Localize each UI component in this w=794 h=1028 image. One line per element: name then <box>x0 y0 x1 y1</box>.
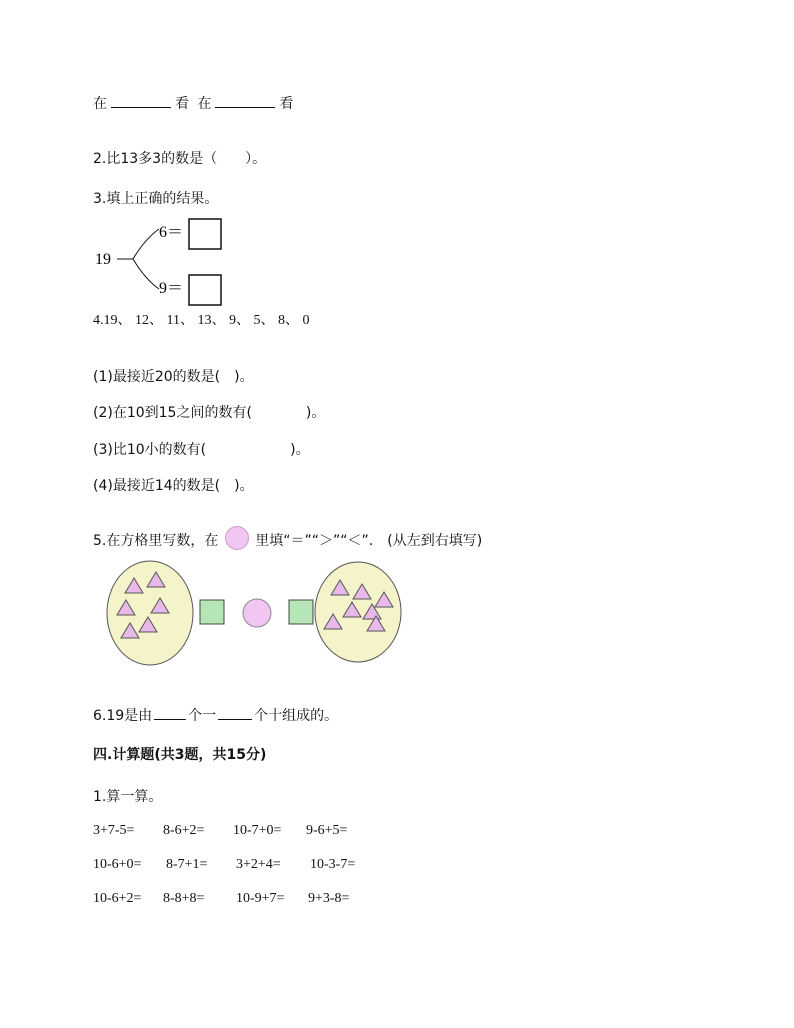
diagram-top-label: 6＝ <box>159 224 184 241</box>
question-4-numbers: 4.19、 12、 11、 13、 9、 5、 8、 0 <box>93 313 310 328</box>
calc-item: 10-9+7= <box>236 891 285 906</box>
question-4-sub-1: (1)最接近20的数是( )。 <box>93 369 254 385</box>
question-6: 6.19是由 个一 个十组成的。 <box>93 708 339 724</box>
diagram-bottom-label: 9＝ <box>159 280 184 297</box>
zai-2: 在 <box>197 96 212 112</box>
blank-2[interactable] <box>215 95 275 108</box>
calc-item: 8-7+1= <box>166 857 208 872</box>
kan-1: 看 <box>175 96 189 112</box>
look-line <box>93 95 293 111</box>
section-4-heading: 四.计算题(共3题，共15分) <box>93 747 267 763</box>
upper-branch <box>133 229 159 259</box>
decomposition-diagram <box>93 217 233 307</box>
question-5-text: 5.在方格里写数，在 里填“＝”“＞”“＜”. (从左到右填写) <box>93 526 482 550</box>
tens-blank[interactable] <box>218 707 252 720</box>
calc-title: 1.算一算。 <box>93 789 163 805</box>
calc-item: 10-3-7= <box>310 857 356 872</box>
question-4-sub-3: (3)比10小的数有( )。 <box>93 442 310 458</box>
diagram-start-number: 19 <box>95 251 111 268</box>
calc-row-1 <box>93 824 393 840</box>
bottom-answer-box[interactable] <box>189 275 221 305</box>
calc-item: 8-6+2= <box>163 823 205 838</box>
calc-row-3 <box>93 892 393 908</box>
pink-circle-icon <box>225 526 249 550</box>
zai-1: 在 <box>93 96 107 112</box>
calc-item: 3+7-5= <box>93 823 135 838</box>
left-answer-square[interactable] <box>200 600 224 624</box>
compare-circle[interactable] <box>243 599 271 627</box>
calc-item: 10-6+2= <box>93 891 142 906</box>
blank-1[interactable] <box>111 95 171 108</box>
question-4-sub-2: (2)在10到15之间的数有( )。 <box>93 405 326 421</box>
lower-branch <box>133 259 159 289</box>
ones-blank[interactable] <box>154 707 186 720</box>
calc-item: 9+3-8= <box>308 891 350 906</box>
question-4-sub-4: (4)最接近14的数是( )。 <box>93 478 254 494</box>
calc-item: 8-8+8= <box>163 891 205 906</box>
calc-item: 9-6+5= <box>306 823 348 838</box>
question-3-title: 3.填上正确的结果。 <box>93 191 219 207</box>
right-answer-square[interactable] <box>289 600 313 624</box>
comparison-figure <box>104 558 414 668</box>
calc-item: 10-7+0= <box>233 823 282 838</box>
calc-row-2 <box>93 858 393 874</box>
calc-item: 3+2+4= <box>236 857 281 872</box>
top-answer-box[interactable] <box>189 219 221 249</box>
question-2: 2.比13多3的数是（ ）。 <box>93 151 267 167</box>
calc-item: 10-6+0= <box>93 857 142 872</box>
kan-2: 看 <box>279 96 294 112</box>
